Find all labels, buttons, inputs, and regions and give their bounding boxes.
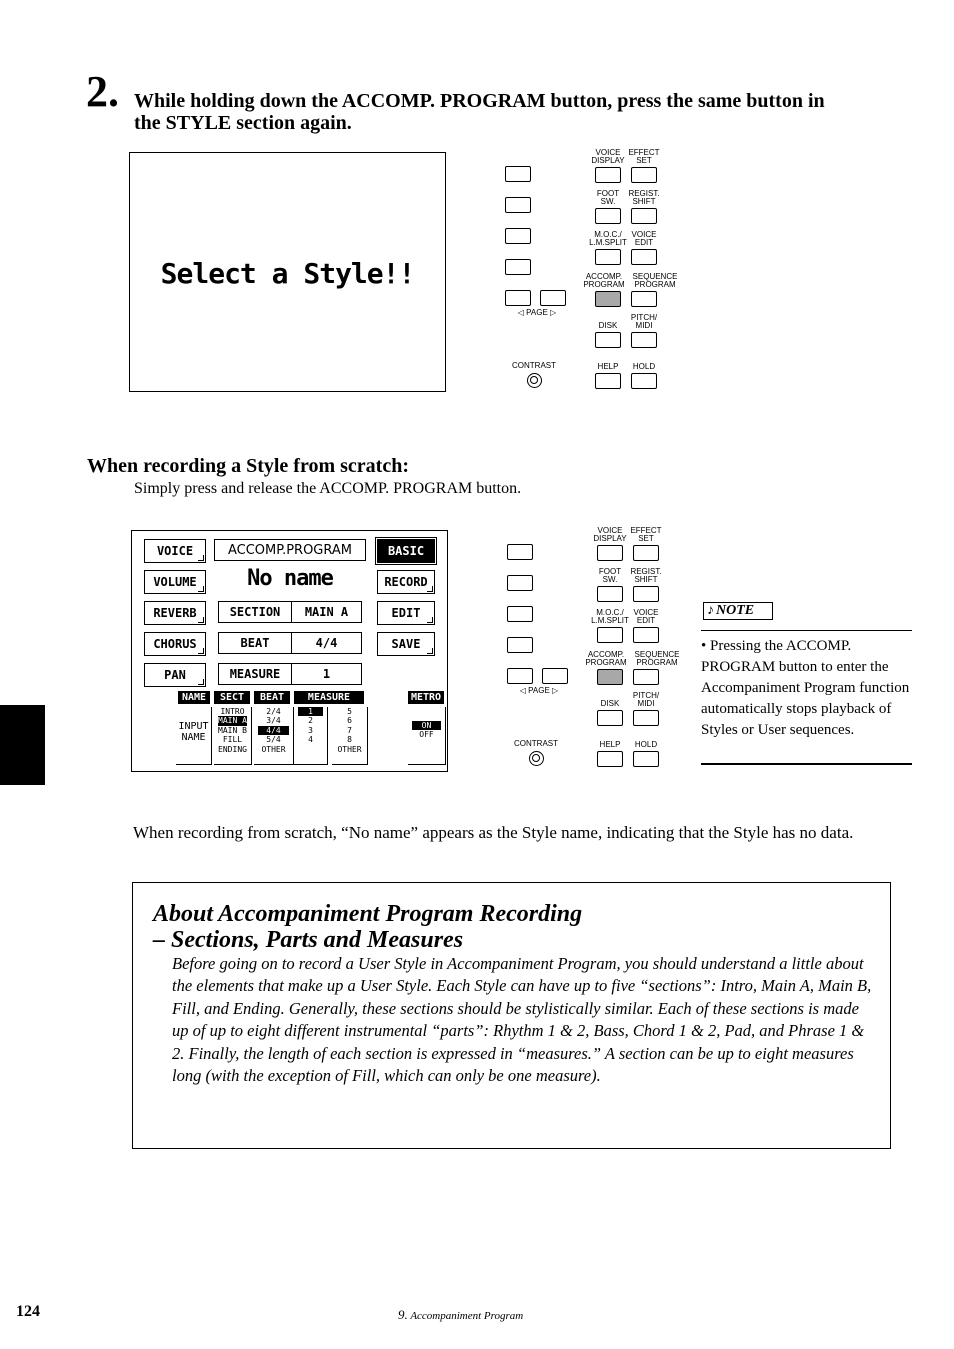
effect-set-label: EFFECT SET bbox=[628, 148, 660, 165]
metro-off-option[interactable]: OFF bbox=[419, 730, 434, 740]
sect-option[interactable]: INTRO bbox=[220, 707, 245, 716]
measure-option-selected[interactable]: 1 bbox=[298, 707, 323, 716]
help-label: HELP bbox=[597, 362, 619, 371]
contrast-label: CONTRAST bbox=[514, 739, 558, 748]
mode-title: ACCOMP.PROGRAM bbox=[214, 539, 366, 561]
regist-shift-label: REGIST. SHIFT bbox=[628, 189, 660, 206]
sect-option[interactable]: ENDING bbox=[218, 744, 247, 754]
foot-sw-button[interactable] bbox=[595, 208, 621, 224]
note-divider-top bbox=[701, 630, 912, 631]
sect-option[interactable]: FILL bbox=[222, 735, 243, 745]
hold-label: HOLD bbox=[632, 362, 656, 371]
note-divider-bottom bbox=[701, 763, 912, 765]
measure-option[interactable]: 5 bbox=[347, 707, 352, 716]
beat-option[interactable]: 2/4 bbox=[266, 707, 281, 716]
sect-options-column[interactable] bbox=[214, 707, 252, 765]
beat-field-value: 4/4 bbox=[315, 636, 338, 650]
accomp-program-label: ACCOMP. PROGRAM bbox=[585, 650, 627, 667]
chapter-number: 9. bbox=[398, 1307, 408, 1322]
sequence-program-label: SEQUENCE PROGRAM bbox=[632, 272, 678, 289]
effect-set-button[interactable] bbox=[633, 545, 659, 561]
beat-option-selected[interactable]: 4/4 bbox=[258, 726, 289, 735]
about-box bbox=[132, 882, 891, 1149]
record-button[interactable]: RECORD bbox=[377, 570, 435, 594]
about-title: About Accompaniment Program Recording – Sections, Parts and Measures bbox=[153, 901, 583, 953]
disk-label: DISK bbox=[600, 699, 620, 708]
metro-on-option[interactable]: ON bbox=[412, 721, 441, 730]
page-label: ◁ PAGE ▷ bbox=[519, 686, 559, 695]
help-button[interactable] bbox=[595, 373, 621, 389]
beat-option[interactable]: 5/4 bbox=[266, 735, 281, 745]
help-label: HELP bbox=[599, 740, 621, 749]
voice-button[interactable]: VOICE bbox=[144, 539, 206, 563]
regist-shift-label: REGIST. SHIFT bbox=[630, 567, 662, 584]
measure-option[interactable]: 2 bbox=[308, 716, 313, 726]
style-name: No name bbox=[247, 566, 333, 591]
section-instruction: Simply press and release the ACCOMP. PROGRAM button. bbox=[134, 480, 522, 497]
moc-lmsplit-label: M.O.C./ L.M.SPLIT bbox=[589, 230, 627, 247]
note-text: • Pressing the ACCOMP. PROGRAM button to enter the Accompaniment Program function automatically stops playback of Styles or User sequences. bbox=[701, 638, 910, 738]
lcd-button-1[interactable] bbox=[505, 166, 531, 182]
voice-edit-label: VOICE EDIT bbox=[631, 230, 657, 247]
section-field[interactable] bbox=[218, 601, 362, 623]
accomp-program-label: ACCOMP. PROGRAM bbox=[583, 272, 625, 289]
effect-set-button[interactable] bbox=[631, 167, 657, 183]
voice-edit-button[interactable] bbox=[633, 627, 659, 643]
pitch-midi-button[interactable] bbox=[631, 332, 657, 348]
edit-button[interactable]: EDIT bbox=[377, 601, 435, 625]
pan-button[interactable]: PAN bbox=[144, 663, 206, 687]
contrast-label: CONTRAST bbox=[512, 361, 556, 370]
lcd-button-4[interactable] bbox=[505, 259, 531, 275]
metro-column[interactable] bbox=[408, 707, 446, 765]
lcd-button-3[interactable] bbox=[507, 606, 533, 622]
page-left-button[interactable] bbox=[507, 668, 533, 684]
page-label: ◁ PAGE ▷ bbox=[517, 308, 557, 317]
beat-header: BEAT bbox=[254, 691, 290, 704]
measure-field-label: MEASURE bbox=[219, 664, 292, 684]
beat-option[interactable]: OTHER bbox=[261, 744, 286, 754]
lcd-screen-accomp-program bbox=[131, 530, 448, 772]
music-note-icon: ♪ bbox=[707, 603, 714, 618]
lcd-button-1[interactable] bbox=[507, 544, 533, 560]
section-field-value: MAIN A bbox=[304, 605, 349, 619]
beat-options-column[interactable] bbox=[254, 707, 294, 765]
pitch-midi-label: PITCH/ MIDI bbox=[632, 691, 660, 708]
metro-header: METRO bbox=[408, 691, 444, 704]
disk-button[interactable] bbox=[595, 332, 621, 348]
chorus-button[interactable]: CHORUS bbox=[144, 632, 206, 656]
hold-button[interactable] bbox=[631, 373, 657, 389]
sect-header: SECT bbox=[214, 691, 250, 704]
measure-option[interactable]: 7 bbox=[347, 725, 352, 735]
about-body: Before going on to record a User Style in Accompaniment Program, you should understand a little about the elements that make up a User Style. Each Style can have up to five “sections”: Intro, Main A, Main B, Fill, and Ending. Generally, these sections should be stylistically similar. Each of these sections is made up of up to eight different instrumental “parts”: Rhythm 1 & 2, Bass, Chord 1 & 2, Pad, and Phrase 1 & 2. Finally, the length of each section is expressed in “measures.” A section can be up to eight measures long (with the exception of Fill, which can only be one measure). bbox=[172, 954, 872, 1086]
sect-option[interactable]: MAIN B bbox=[218, 725, 247, 735]
lcd-button-2[interactable] bbox=[507, 575, 533, 591]
lcd-button-4[interactable] bbox=[507, 637, 533, 653]
hold-label: HOLD bbox=[634, 740, 658, 749]
foot-sw-label: FOOT SW. bbox=[596, 189, 620, 206]
hold-button[interactable] bbox=[633, 751, 659, 767]
voice-display-button[interactable] bbox=[595, 167, 621, 183]
lcd-button-2[interactable] bbox=[505, 197, 531, 213]
section-field-label: SECTION bbox=[219, 602, 292, 622]
voice-edit-button[interactable] bbox=[631, 249, 657, 265]
accomp-program-button[interactable] bbox=[597, 669, 623, 685]
measure-option[interactable]: OTHER bbox=[337, 744, 362, 754]
note-badge bbox=[703, 602, 773, 620]
measure-options-column-a[interactable] bbox=[294, 707, 328, 765]
step-instruction: While holding down the ACCOMP. PROGRAM button, press the same button in the STYLE section again. bbox=[134, 90, 825, 134]
body-paragraph: When recording from scratch, “No name” appears as the Style name, indicating that the Style has no data. bbox=[133, 823, 854, 842]
footer-chapter bbox=[398, 1307, 523, 1323]
disk-label: DISK bbox=[598, 321, 618, 330]
voice-display-label: VOICE DISPLAY bbox=[593, 526, 627, 543]
note-label: NOTE bbox=[716, 603, 755, 618]
sect-option-selected[interactable]: MAIN A bbox=[218, 716, 247, 726]
step-number: 2. bbox=[86, 67, 119, 116]
beat-field-label: BEAT bbox=[219, 633, 292, 653]
moc-lmsplit-button[interactable] bbox=[597, 627, 623, 643]
page-left-button[interactable] bbox=[505, 290, 531, 306]
beat-field[interactable] bbox=[218, 632, 362, 654]
foot-sw-button[interactable] bbox=[597, 586, 623, 602]
volume-button[interactable]: VOLUME bbox=[144, 570, 206, 594]
sequence-program-label: SEQUENCE PROGRAM bbox=[634, 650, 680, 667]
moc-lmsplit-button[interactable] bbox=[595, 249, 621, 265]
lcd-message: Select a Style!! bbox=[160, 257, 415, 290]
chapter-title: Accompaniment Program bbox=[410, 1310, 524, 1322]
sequence-program-button[interactable] bbox=[631, 291, 657, 307]
page-right-button[interactable] bbox=[540, 290, 566, 306]
moc-lmsplit-label: M.O.C./ L.M.SPLIT bbox=[591, 608, 629, 625]
measure-option[interactable]: 4 bbox=[308, 735, 313, 745]
effect-set-label: EFFECT SET bbox=[630, 526, 662, 543]
basic-button[interactable]: BASIC bbox=[377, 539, 435, 563]
chapter-side-tab bbox=[0, 705, 45, 785]
sequence-program-button[interactable] bbox=[633, 669, 659, 685]
help-button[interactable] bbox=[597, 751, 623, 767]
input-name-column[interactable] bbox=[176, 707, 212, 765]
lcd-screen-select-style bbox=[129, 152, 446, 392]
page-right-button[interactable] bbox=[542, 668, 568, 684]
contrast-knob[interactable] bbox=[527, 373, 542, 388]
beat-option[interactable]: 3/4 bbox=[266, 716, 281, 726]
lcd-button-3[interactable] bbox=[505, 228, 531, 244]
save-button[interactable]: SAVE bbox=[377, 632, 435, 656]
voice-display-button[interactable] bbox=[597, 545, 623, 561]
disk-button[interactable] bbox=[597, 710, 623, 726]
measure-option[interactable]: 6 bbox=[347, 716, 352, 726]
measure-options-column-b[interactable] bbox=[332, 707, 368, 765]
voice-display-label: VOICE DISPLAY bbox=[591, 148, 625, 165]
reverb-button[interactable]: REVERB bbox=[144, 601, 206, 625]
measure-header: MEASURE bbox=[294, 691, 364, 704]
input-name-label: INPUT NAME bbox=[178, 721, 209, 743]
measure-option[interactable]: 8 bbox=[347, 735, 352, 745]
accomp-program-button[interactable] bbox=[595, 291, 621, 307]
section-heading: When recording a Style from scratch: bbox=[87, 455, 409, 477]
page-number: 124 bbox=[16, 1303, 40, 1320]
measure-field[interactable] bbox=[218, 663, 362, 685]
contrast-knob[interactable] bbox=[529, 751, 544, 766]
measure-field-value: 1 bbox=[322, 667, 331, 681]
control-panel-2 bbox=[502, 526, 702, 771]
voice-edit-label: VOICE EDIT bbox=[633, 608, 659, 625]
measure-option[interactable]: 3 bbox=[308, 725, 313, 735]
control-panel-1 bbox=[500, 148, 700, 393]
foot-sw-label: FOOT SW. bbox=[598, 567, 622, 584]
pitch-midi-label: PITCH/ MIDI bbox=[630, 313, 658, 330]
pitch-midi-button[interactable] bbox=[633, 710, 659, 726]
regist-shift-button[interactable] bbox=[633, 586, 659, 602]
name-header: NAME bbox=[178, 691, 210, 704]
regist-shift-button[interactable] bbox=[631, 208, 657, 224]
